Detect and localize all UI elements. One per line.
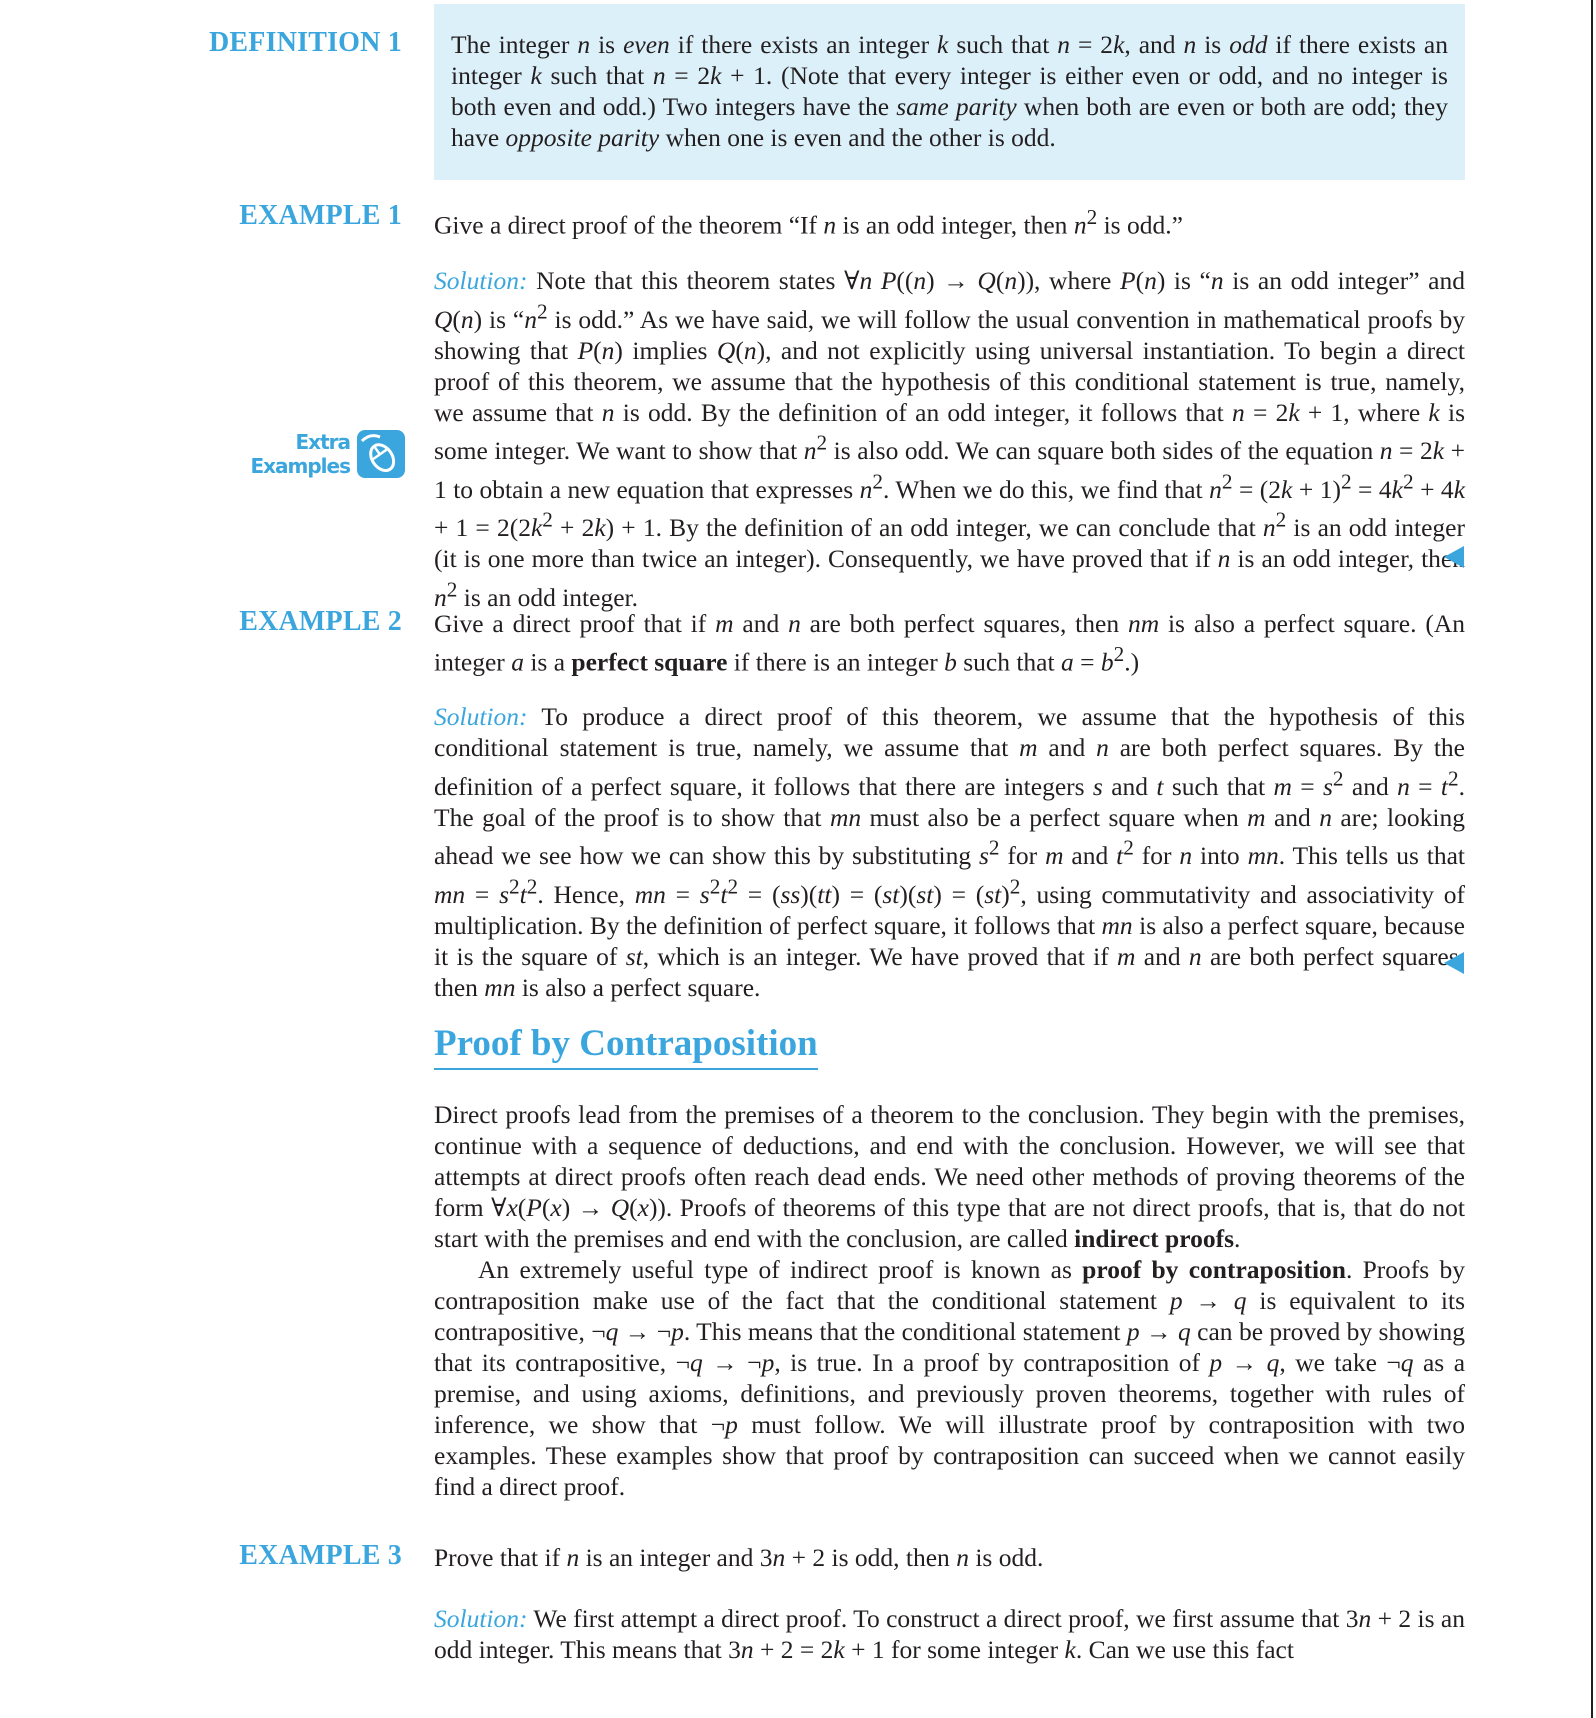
example-2-solution-text: To produce a direct proof of this theorem, we assume that the hypothesis of this conditional statement is true, namely, we assume that m and n are both perfect squares. By the definition of a perfect square, it follows that there are integers s and t such that $m = s^2$ and $n = t^2$. The goal of the proof is to show that mn must also be a perfect square when m and n are; looking ahead we see how we can show this by substituting $s^2$ for m and $t^2$ for n into mn. This tells us that mn = $s^2t^2$. Hence, mn = $s^2t^2 = (ss)(tt) = (st)(st) = (st)^2$, using commutativity and associativity of multiplication. By the definition of perfect square, it follows that mn is also a perfect square, because it is the square of st, which is an integer. We have proved that if m and n are both perfect squares, then mn is also a perfect square. <box>434 702 1466 1002</box>
example-1-statement: Give a direct proof of the theorem “If n is an odd integer, then $n^2$ is odd.” <box>434 205 1183 240</box>
example-3-solution-text: We first attempt a direct proof. To construct a direct proof, we first assume that 3n + 2 is an odd integer. This means that 3n + 2 = 2k + 1 for some integer k. Can we use this fact <box>434 1604 1465 1664</box>
extra-examples-line2: Examples <box>250 454 350 478</box>
solution-label: Solution: <box>434 266 528 295</box>
end-of-example-marker <box>1444 546 1464 568</box>
page-edge-rule <box>1591 0 1593 1718</box>
extra-examples-line1: Extra <box>295 430 350 454</box>
example-1-solution-text: Note that this theorem states ∀n P((n) → Q(n)), where P(n) is “n is an odd integer” and Q(n) is “$n^2$ is odd.” As we have said, we will follow the usual convention in mathematical proofs by showing that P(n) implies Q(n), and not explicitly using universal instantiation. To begin a direct proof of this theorem, we assume that the hypothesis of this conditional statement is true, namely, we assume that n is odd. By the definition of an odd integer, it follows that n = 2k + 1, where k is some integer. We want to show that $n^2$ is also odd. We can square both sides of the equation n = 2k + 1 to obtain a new equation that expresses $n^2$. When we do this, we find that $n^2 = (2k + 1)^2 = 4k^2 + 4k + 1 = 2(2k^2 + 2k) + 1$. By the definition of an odd integer, we can conclude that $n^2$ is an odd integer (it is one more than twice an integer). Consequently, we have proved that if n is an odd integer, then $n^2$ is an odd integer. <box>434 266 1466 612</box>
mouse-icon <box>356 429 406 479</box>
example-1-solution <box>434 265 1465 613</box>
example-3-label: EXAMPLE 3 <box>239 1540 402 1571</box>
example-3-solution <box>434 1603 1465 1665</box>
solution-label: Solution: <box>434 702 528 731</box>
example-1-label: EXAMPLE 1 <box>239 200 402 231</box>
section-body <box>434 1099 1465 1502</box>
section-paragraph-1: Direct proofs lead from the premises of a theorem to the conclusion. They begin with the premises, continue with a sequence of deductions, and end with the conclusion. However, we will see that attempts at direct proofs often reach dead ends. We need other methods of proving theorems of the form ∀x(P(x) → Q(x)). Proofs of theorems of this type that are not direct proofs, that is, that do not start with the premises and end with the conclusion, are called indirect proofs. <box>434 1100 1465 1253</box>
example-3-statement: Prove that if n is an integer and 3n + 2 is odd, then n is odd. <box>434 1543 1044 1572</box>
extra-examples-link[interactable] <box>246 427 406 483</box>
definition-text: The integer n is even if there exists an integer k such that n = 2k, and n is odd if there exists an integer k such that n = 2k + 1. (Note that every integer is either even or odd, and no integer is both even and odd.) Two integers have the same parity when both are even or both are odd; they have opposite parity when one is even and the other is odd. <box>451 30 1448 152</box>
section-heading: Proof by Contraposition <box>434 1022 818 1070</box>
end-of-example-marker <box>1444 952 1464 974</box>
example-2-solution <box>434 701 1465 1003</box>
example-2-statement: Give a direct proof that if m and n are both perfect squares, then nm is also a perfect square. (An integer a is a perfect square if there is an integer b such that $a = b^2$.) <box>434 609 1465 677</box>
example-2-label: EXAMPLE 2 <box>239 606 402 637</box>
definition-label: DEFINITION 1 <box>209 27 402 58</box>
solution-label: Solution: <box>434 1604 528 1633</box>
section-paragraph-2: An extremely useful type of indirect proof is known as proof by contraposition. Proofs by contraposition make use of the fact that the conditional statement p → q is equivalent to its contrapositive, ¬q → ¬p. This means that the conditional statement p → q can be proved by showing that its contrapositive, ¬q → ¬p, is true. In a proof by contraposition of p → q, we take ¬q as a premise, and using axioms, definitions, and previously proven theorems, together with rules of inference, we show that ¬p must follow. We will illustrate proof by contraposition with two examples. These examples show that proof by contraposition can succeed when we cannot easily find a direct proof. <box>434 1255 1466 1501</box>
